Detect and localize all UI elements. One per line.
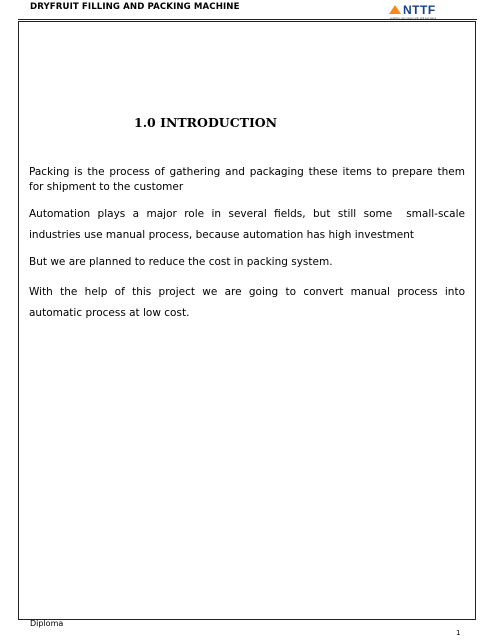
nttf-logo [386,2,460,20]
paragraph-automation [29,204,465,246]
logo-tagline: enabling your career with skill and talent [390,17,437,20]
document-header-title: DRYFRUIT FILLING AND PACKING MACHINE [30,2,240,12]
paragraph-automation-part1: Automation plays a major role in several fields, but still some [29,208,393,220]
page-number: 1 [456,629,461,637]
logo-triangle-mark [389,5,401,14]
paragraph-project: With the help of this project we are going to convert manual process into automatic process at low cost. [29,286,465,319]
section-heading: 1.0 INTRODUCTION [134,115,278,130]
logo-text: NTTF [403,3,436,17]
paragraph-packing: Packing is the process of gathering and packaging these items to prepare them for shipment to the customer [29,166,465,193]
paragraph-automation-part2: small-scale industries use manual process, because automation has high investment [29,208,465,241]
paragraph-cost: But we are planned to reduce the cost in packing system. [29,256,333,268]
header-divider [18,19,477,20]
footer-label: Diploma [30,619,64,628]
